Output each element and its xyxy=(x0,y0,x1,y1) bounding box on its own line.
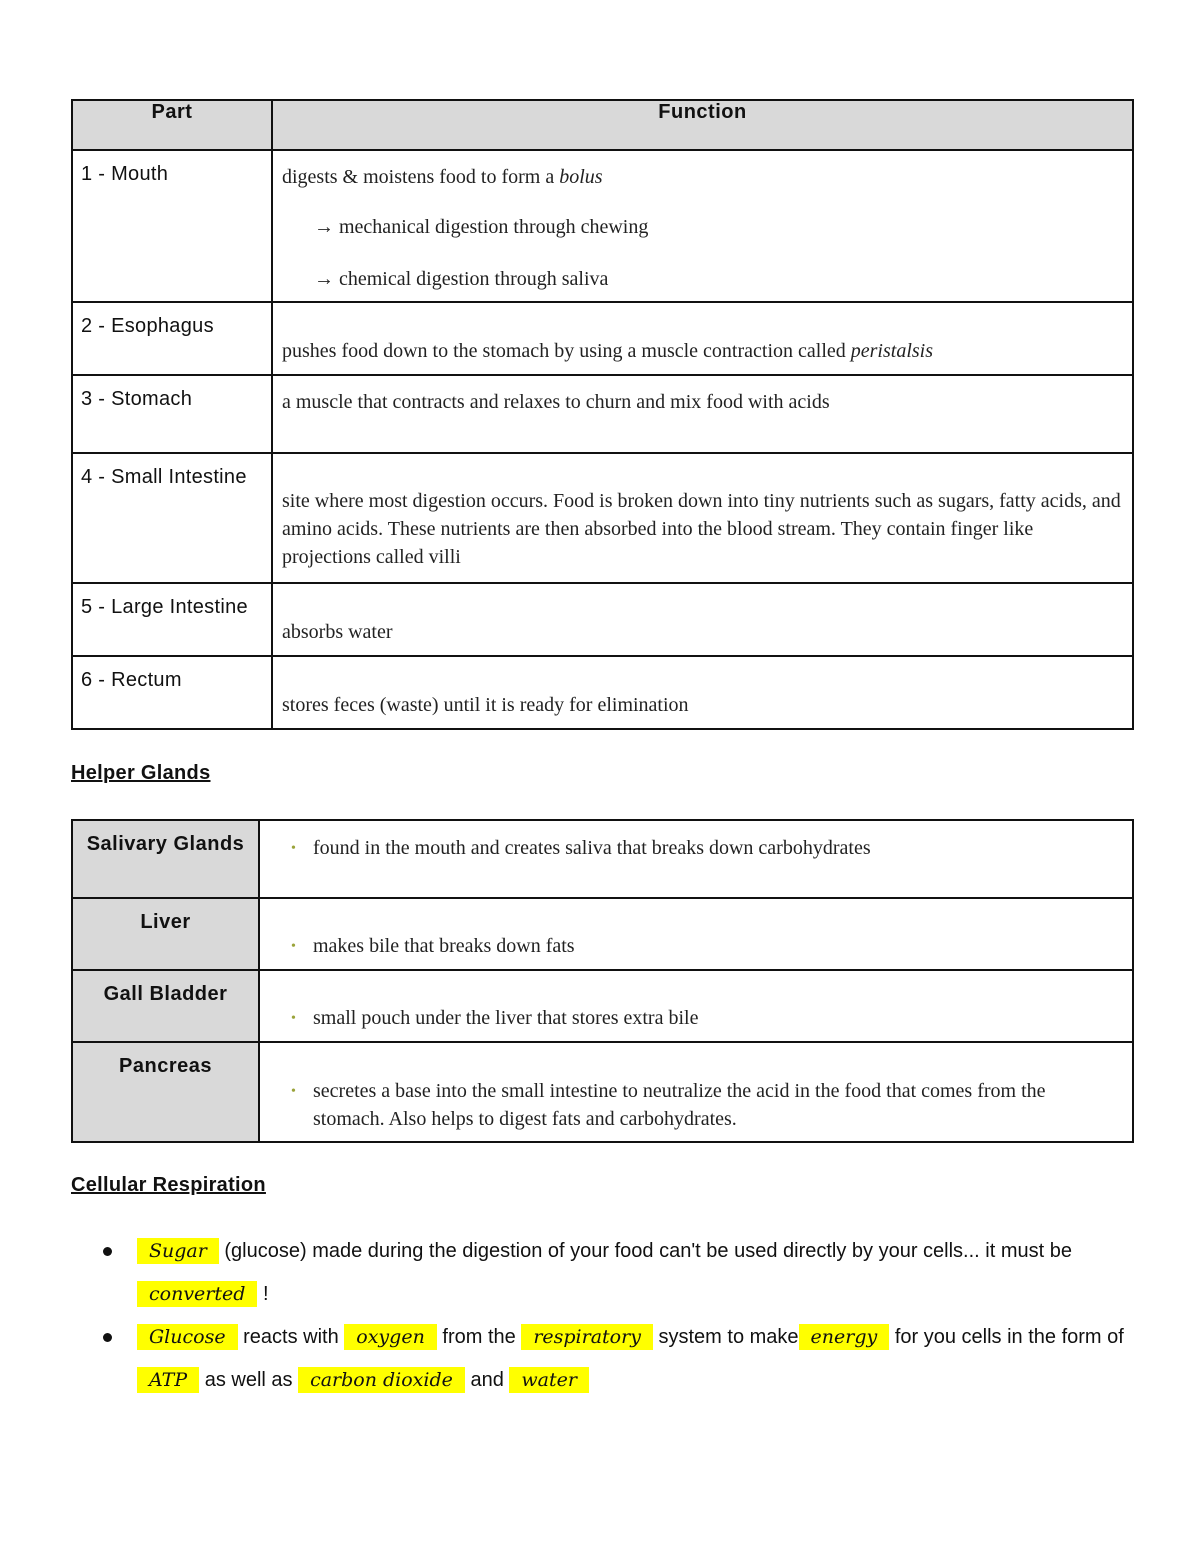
gland-desc-salivary xyxy=(259,820,1133,898)
gland-name-pancreas: Pancreas xyxy=(72,1042,259,1142)
stomach-text: a muscle that contracts and relaxes to churn and mix food with acids xyxy=(282,391,830,413)
table-row-small-intestine xyxy=(72,453,1133,583)
blank-respiratory: respiratory xyxy=(521,1324,653,1350)
part-small-intestine: 4 - Small Intestine xyxy=(72,453,272,583)
blank-energy: energy xyxy=(799,1324,890,1350)
respiration-list xyxy=(97,1230,1157,1402)
gland-desc-liver xyxy=(259,898,1133,970)
bullet-icon xyxy=(103,1333,112,1342)
function-large-intestine xyxy=(272,583,1133,656)
function-rectum xyxy=(272,656,1133,729)
gland-text-pancreas: secretes a base into the small intestine to neutralize the acid in the food that comes from the stomach. Also helps to digest fats and carbohydrates. xyxy=(313,1080,1046,1130)
blank-oxygen: oxygen xyxy=(344,1324,437,1350)
header-function: Function xyxy=(272,100,1133,150)
blank-glucose: Glucose xyxy=(137,1324,238,1350)
helper-glands-title: Helper Glands xyxy=(71,762,211,784)
helper-glands-table xyxy=(71,819,1134,1143)
header-part: Part xyxy=(72,100,272,150)
blank-converted: converted xyxy=(137,1281,257,1307)
bullet-icon xyxy=(103,1247,112,1256)
respiration-text: for you cells in the form of xyxy=(889,1326,1124,1348)
part-mouth: 1 - Mouth xyxy=(72,150,272,302)
rectum-text: stores feces (waste) until it is ready for elimination xyxy=(282,694,689,716)
digestive-parts-table xyxy=(71,99,1134,730)
function-esophagus xyxy=(272,302,1133,375)
blank-atp: ATP xyxy=(137,1367,199,1393)
gland-desc-pancreas xyxy=(259,1042,1133,1142)
gland-name-liver: Liver xyxy=(72,898,259,970)
gland-row-gall-bladder xyxy=(72,970,1133,1042)
part-esophagus: 2 - Esophagus xyxy=(72,302,272,375)
respiration-text: as well as xyxy=(199,1369,299,1391)
part-large-intestine: 5 - Large Intestine xyxy=(72,583,272,656)
table-row-mouth xyxy=(72,150,1133,302)
list-item xyxy=(97,1230,1157,1316)
blank-water: water xyxy=(509,1367,589,1393)
mouth-line-2: → mechanical digestion through chewing xyxy=(314,216,649,238)
gland-text-salivary: found in the mouth and creates saliva that breaks down carbohydrates xyxy=(313,837,871,859)
function-stomach xyxy=(272,375,1133,453)
table-row-stomach xyxy=(72,375,1133,453)
large-intestine-text: absorbs water xyxy=(282,621,393,643)
respiration-text: system to make xyxy=(652,1326,799,1348)
bullet-icon: • xyxy=(291,1011,296,1026)
function-mouth xyxy=(272,150,1133,302)
part-stomach: 3 - Stomach xyxy=(72,375,272,453)
list-item xyxy=(97,1316,1157,1402)
gland-desc-gall-bladder xyxy=(259,970,1133,1042)
mouth-line-1-text: digests & moistens food to form a xyxy=(282,166,560,188)
table-row-rectum xyxy=(72,656,1133,729)
term-peristalsis: peristalsis xyxy=(850,340,934,362)
respiration-text: and xyxy=(464,1369,510,1391)
respiration-text: ! xyxy=(257,1283,269,1305)
esophagus-text xyxy=(282,337,1122,365)
table-row-large-intestine xyxy=(72,583,1133,656)
cellular-respiration-title: Cellular Respiration xyxy=(71,1174,266,1196)
bullet-icon: • xyxy=(291,841,296,856)
bullet-icon: • xyxy=(291,1084,296,1099)
blank-carbon-dioxide: carbon dioxide xyxy=(298,1367,465,1393)
bullet-icon: • xyxy=(291,939,296,954)
function-small-intestine xyxy=(272,453,1133,583)
gland-name-gall-bladder: Gall Bladder xyxy=(72,970,259,1042)
gland-row-pancreas xyxy=(72,1042,1133,1142)
table-row-esophagus xyxy=(72,302,1133,375)
esophagus-text-main: pushes food down to the stomach by using a muscle contraction called xyxy=(282,340,851,362)
respiration-text: (glucose) made during the digestion of your food can't be used directly by your cells... it must be xyxy=(218,1240,1072,1262)
mouth-line-3: → chemical digestion through saliva xyxy=(314,268,609,290)
respiration-text: from the xyxy=(436,1326,522,1348)
gland-row-salivary xyxy=(72,820,1133,898)
table-header-row xyxy=(72,100,1133,150)
small-intestine-text: site where most digestion occurs. Food is broken down into tiny nutrients such as sugars, fatty acids, and amino acids. These nutrients are then absorbed into the blood stream. They contain finger like projections called villi xyxy=(282,490,1121,568)
respiration-text: reacts with xyxy=(237,1326,345,1348)
part-rectum: 6 - Rectum xyxy=(72,656,272,729)
blank-sugar: Sugar xyxy=(137,1238,219,1264)
gland-row-liver xyxy=(72,898,1133,970)
gland-text-gall-bladder: small pouch under the liver that stores extra bile xyxy=(313,1007,699,1029)
gland-text-liver: makes bile that breaks down fats xyxy=(313,935,575,957)
term-bolus: bolus xyxy=(559,166,603,188)
mouth-line-1 xyxy=(282,163,1122,191)
gland-name-salivary: Salivary Glands xyxy=(72,820,259,898)
